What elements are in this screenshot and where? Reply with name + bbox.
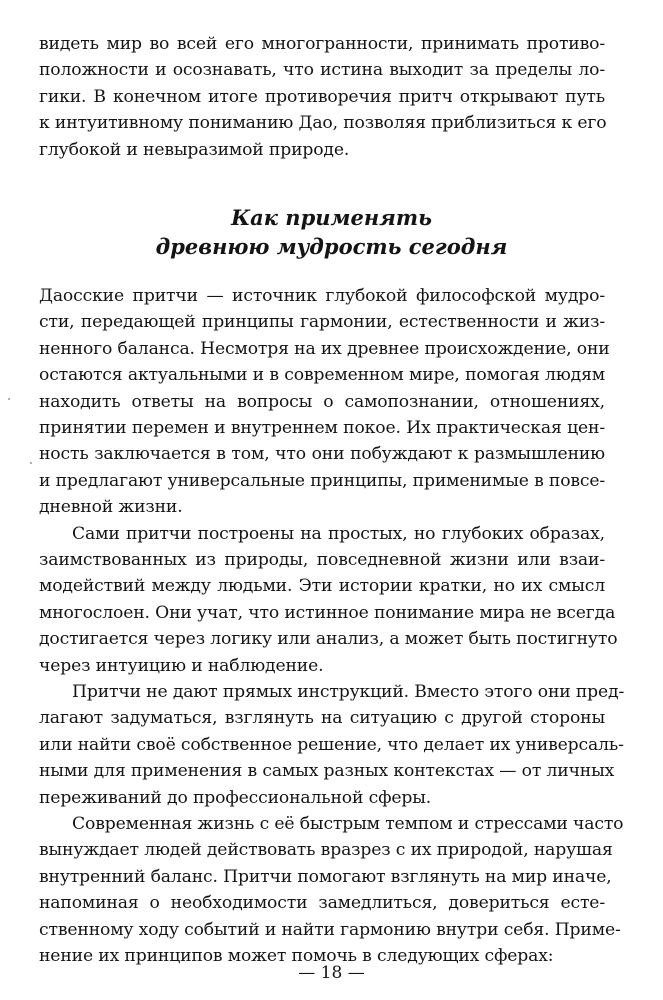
section-heading-line: Как применять	[231, 205, 432, 230]
text-line: ность заключается в том, что они побуждают к размышлению	[39, 444, 605, 465]
text-line: ными для применения в самых разных контекстах — от личных	[39, 761, 615, 782]
text-line: остаются актуальными и в современном мире, помогая людям	[39, 365, 605, 386]
section-heading-line: древнюю мудрость сегодня	[155, 234, 508, 259]
text-line: вынуждает людей действовать вразрез с их природой, нарушая	[39, 840, 613, 861]
text-line: достигается через логику или анализ, а может быть постигнуто	[39, 629, 618, 650]
text-line: модействий между людьми. Эти истории кратки, но их смысл	[39, 576, 605, 597]
text-line: Притчи не дают прямых инструкций. Вместо этого они пред-	[72, 682, 625, 702]
text-line: сти, передающей принципы гармонии, естественности и жиз-	[39, 312, 605, 333]
text-line: дневной жизни.	[39, 497, 183, 518]
text-line: к интуитивному пониманию Дао, позволяя приблизиться к его	[39, 113, 607, 134]
text-line: положности и осознавать, что истина выходит за пределы ло-	[39, 60, 605, 81]
text-line: многослоен. Они учат, что истинное понимание мира не всегда	[39, 602, 616, 623]
text-line: находить ответы на вопросы о самопознании, отношениях,	[39, 391, 605, 412]
text-line: Современная жизнь с её быстрым темпом и стрессами часто	[72, 814, 624, 834]
text-line: Даосские притчи — источник глубокой философской мудро-	[39, 286, 605, 306]
text-line: видеть мир во всей его многогранности, принимать противо-	[39, 34, 605, 54]
text-line: принятии перемен и внутреннем покое. Их практическая цен-	[39, 418, 605, 438]
text-line: лагают задуматься, взглянуть на ситуацию с другой стороны	[39, 708, 605, 729]
text-line: напоминая о необходимости замедлиться, довериться есте-	[39, 893, 605, 914]
text-line: переживаний до профессиональной сферы.	[39, 787, 432, 808]
text-line: Сами притчи построены на простых, но глубоких образах,	[72, 523, 605, 544]
text-line: гики. В конечном итоге противоречия притч открывают путь	[39, 86, 605, 107]
page-number: — 18 —	[298, 963, 365, 983]
text-line: ственному ходу событий и найти гармонию внутри себя. Приме-	[39, 919, 621, 940]
text-line: внутренний баланс. Притчи помогают взглянуть на мир иначе,	[39, 866, 612, 887]
text-line: ненного баланса. Несмотря на их древнее происхождение, они	[39, 338, 610, 359]
text-line: через интуицию и наблюдение.	[39, 655, 324, 676]
scan-speck	[8, 398, 10, 400]
text-line: или найти своё собственное решение, что делает их универсаль-	[39, 734, 624, 755]
text-line: нение их принципов может помочь в следующих сферах:	[39, 946, 554, 966]
text-line: и предлагают универсальные принципы, применимые в повсе-	[39, 470, 606, 491]
scan-speck	[30, 462, 32, 464]
text-line: глубокой и невыразимой природе.	[39, 139, 350, 160]
text-line: заимствованных из природы, повседневной жизни или взаи-	[39, 550, 605, 570]
